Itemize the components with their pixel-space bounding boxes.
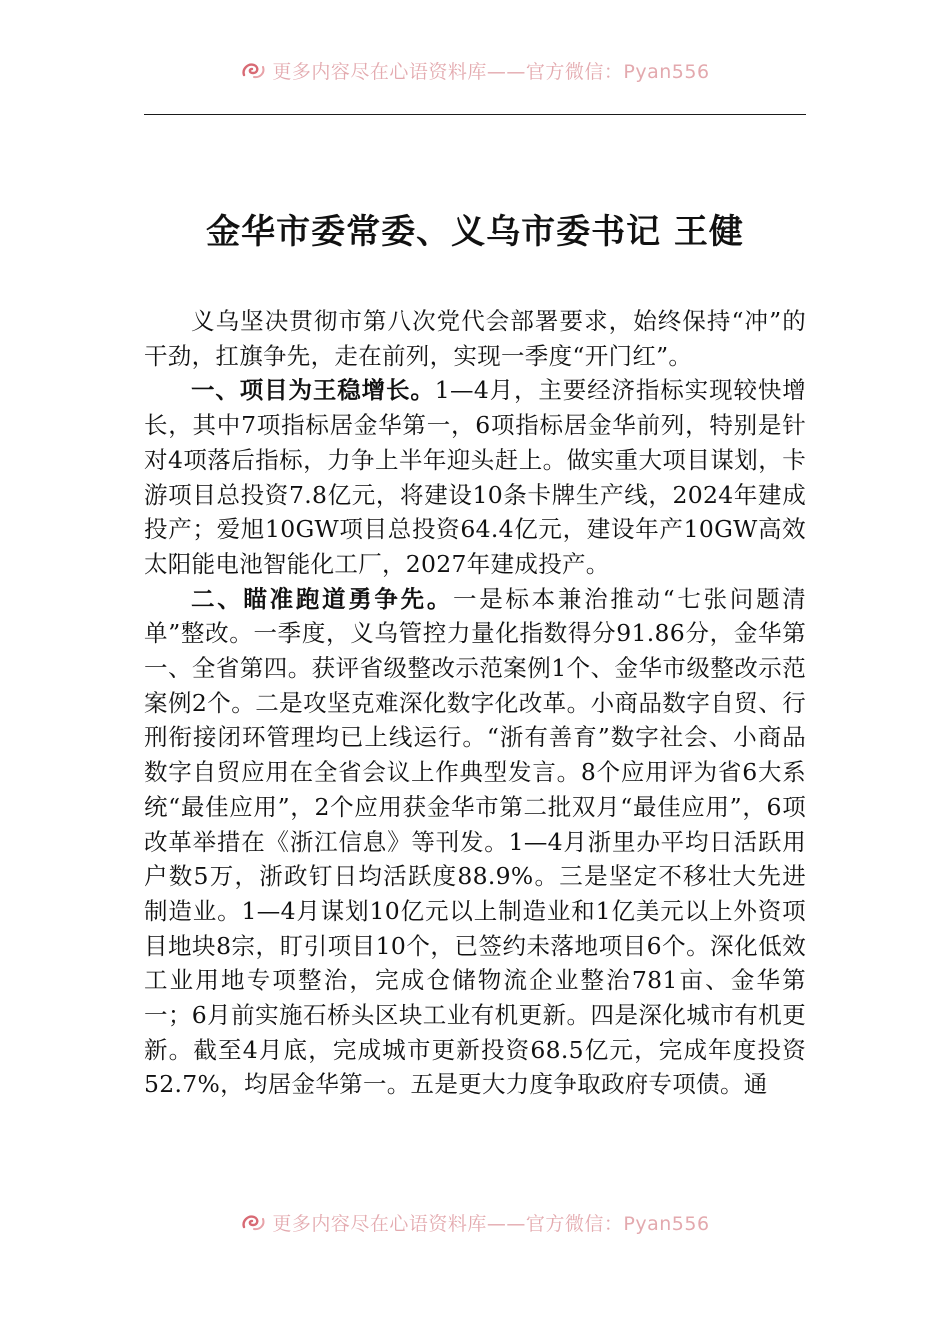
paragraph-text: 义乌坚决贯彻市第八次党代会部署要求，始终保持“冲”的干劲，扛旗争先，走在前列，实现一季度“开门红”。 xyxy=(144,307,806,370)
watermark-text: 更多内容尽在心语资料库——官方微信：Pyan556 xyxy=(272,60,710,83)
header-divider xyxy=(144,114,806,115)
paragraph-section-2 xyxy=(144,582,806,1103)
paragraph-text: 1—4月，主要经济指标实现较快增长，其中7项指标居金华第一，6项指标居金华前列，特别是针对4项落后指标，力争上半年迎头赶上。做实重大项目谋划，卡游项目总投资7.8亿元，将建设10条卡牌生产线，2024年建成投产；爱旭10GW项目总投资64.4亿元，建设年产10GW高效太阳能电池智能化工厂，2027年建成投产。 xyxy=(144,376,806,578)
section-heading: 二、瞄准跑道勇争先。 xyxy=(191,584,454,613)
watermark-header xyxy=(0,56,950,84)
document-body xyxy=(144,304,806,1102)
paragraph-intro xyxy=(144,304,806,373)
section-heading: 一、项目为王稳增长。 xyxy=(191,376,435,405)
swirl-logo-icon xyxy=(240,1211,266,1233)
swirl-logo-icon xyxy=(240,59,266,81)
watermark-text: 更多内容尽在心语资料库——官方微信：Pyan556 xyxy=(272,1212,710,1235)
watermark-footer xyxy=(0,1208,950,1236)
paragraph-section-1 xyxy=(144,373,806,581)
page-title: 金华市委常委、义乌市委书记 王健 xyxy=(206,212,744,252)
paragraph-text: 一是标本兼治推动“七张问题清单”整改。一季度，义乌管控力量化指数得分91.86分，金华第一、全省第四。获评省级整改示范案例1个、金华市级整改示范案例2个。二是攻坚克难深化数字化改革。小商品数字自贸、行刑衔接闭环管理均已上线运行。“浙有善育”数字社会、小商品数字自贸应用在全省会议上作典型发言。8个应用评为省6大系统“最佳应用”，2个应用获金华市第二批双月“最佳应用”，6项改革举措在《浙江信息》等刊发。1—4月浙里办平均日活跃用户数5万，浙政钉日均活跃度88.9%。三是坚定不移壮大先进制造业。1—4月谋划10亿元以上制造业和1亿美元以上外资项目地块8宗，盯引项目10个，已签约未落地项目6个。深化低效工业用地专项整治，完成仓储物流企业整治781亩、金华第一；6月前实施石桥头区块工业有机更新。四是深化城市有机更新。截至4月底，完成城市更新投资68.5亿元，完成年度投资52.7%，均居金华第一。五是更大力度争取政府专项债。通 xyxy=(144,584,807,1099)
